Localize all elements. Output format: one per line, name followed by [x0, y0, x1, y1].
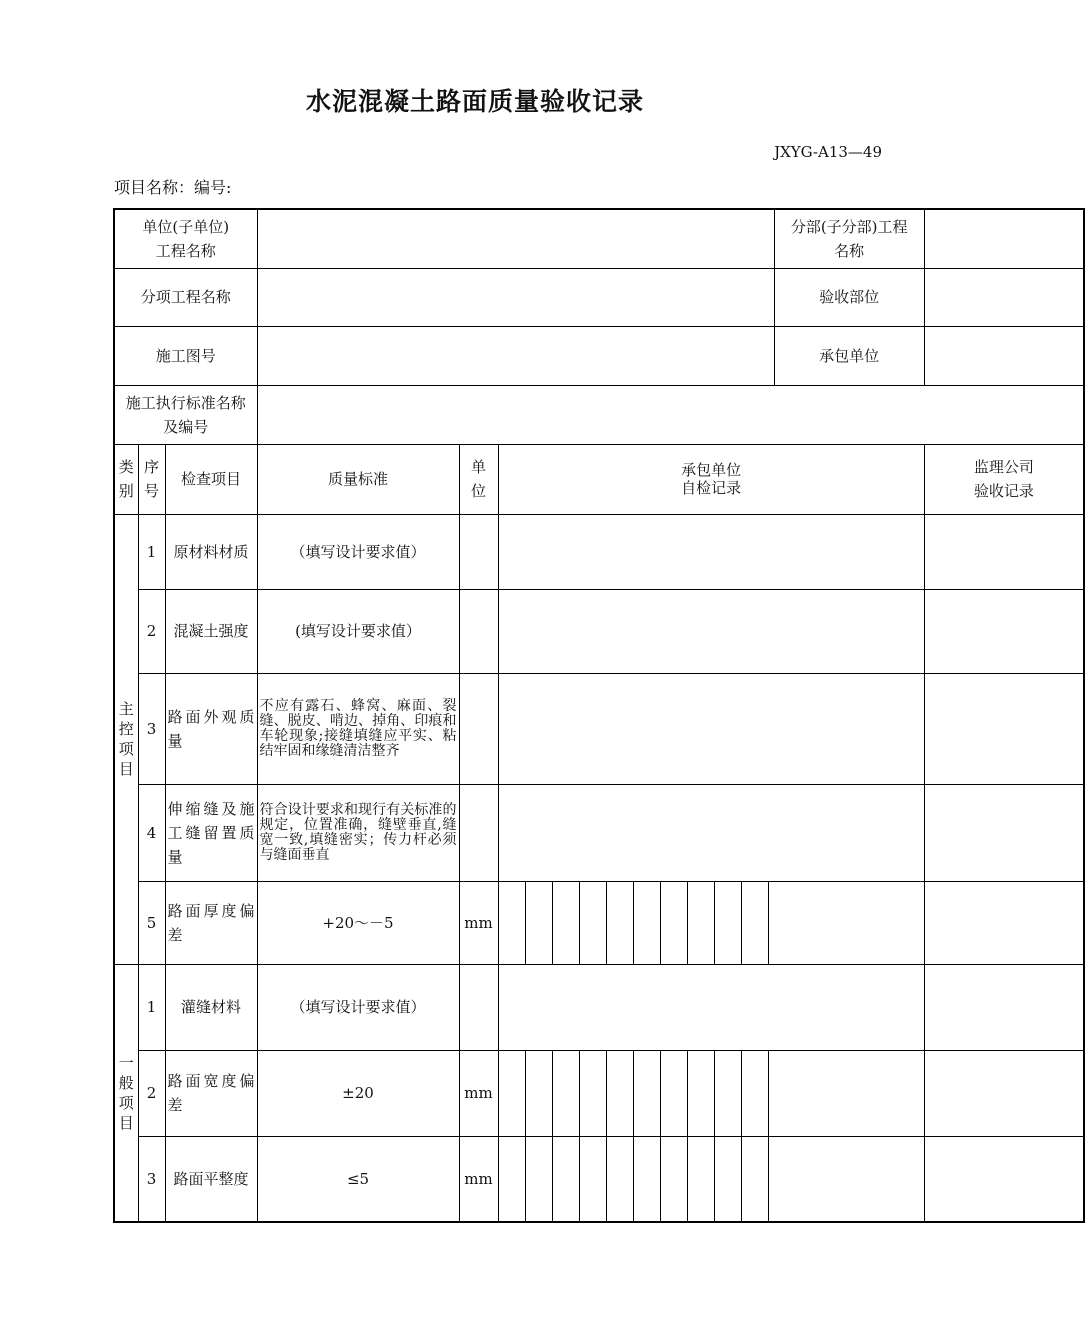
table-row — [114, 589, 1084, 673]
sub-division-label-line1: 分部(子分部)工程 — [790, 217, 908, 236]
col-item: 检查项目 — [165, 444, 257, 514]
measure-cell[interactable] — [660, 881, 687, 964]
row-item: 原材料材质 — [165, 514, 257, 589]
measure-cell[interactable] — [606, 1136, 633, 1222]
measure-cell[interactable] — [606, 881, 633, 964]
measure-cell[interactable] — [579, 1050, 606, 1136]
row-standard: +20～－5 — [257, 881, 459, 964]
measure-cell[interactable] — [525, 1050, 552, 1136]
header-row-sub-item — [114, 268, 1084, 326]
col-unit-line1: 单 — [470, 458, 486, 476]
acceptance-record-table — [113, 208, 1085, 1223]
row-supervision[interactable] — [924, 1136, 1084, 1222]
unit-project-label-line2: 工程名称 — [155, 241, 216, 260]
measure-cell[interactable] — [741, 1136, 768, 1222]
measure-cell[interactable] — [714, 1050, 741, 1136]
measure-cell[interactable] — [687, 1050, 714, 1136]
col-self-check-line1: 承包单位 — [681, 461, 742, 479]
row-item: 灌缝材料 — [165, 964, 257, 1050]
unit-project-label-line1: 单位(子单位) — [142, 217, 230, 236]
page-title: 水泥混凝土路面质量验收记录 — [305, 87, 644, 116]
row-supervision[interactable] — [924, 881, 1084, 964]
measure-cell[interactable] — [687, 1136, 714, 1222]
col-seq-line1: 序 — [143, 458, 159, 476]
measure-cell[interactable] — [552, 881, 579, 964]
measure-cell[interactable] — [525, 1136, 552, 1222]
unit-project-value[interactable] — [257, 209, 774, 268]
row-standard: ±20 — [257, 1050, 459, 1136]
row-self-check[interactable] — [498, 964, 924, 1050]
row-supervision[interactable] — [924, 964, 1084, 1050]
header-row-standard — [114, 385, 1084, 444]
row-item: 路面宽度偏差 — [165, 1050, 257, 1136]
table-row — [114, 1136, 1084, 1222]
measure-cell[interactable] — [768, 1136, 924, 1222]
row-no: 4 — [138, 784, 165, 881]
table-row — [114, 964, 1084, 1050]
acceptance-part-value[interactable] — [924, 268, 1084, 326]
measure-cell[interactable] — [498, 881, 525, 964]
main-category-label — [114, 514, 138, 964]
col-supervision — [924, 444, 1084, 514]
measure-cell[interactable] — [552, 1136, 579, 1222]
contractor-value[interactable] — [924, 326, 1084, 385]
sub-item-value[interactable] — [257, 268, 774, 326]
measure-cell[interactable] — [498, 1050, 525, 1136]
general-category-char: 目 — [118, 1113, 134, 1132]
col-category-line2: 别 — [118, 482, 134, 500]
measure-cell[interactable] — [633, 881, 660, 964]
row-unit: mm — [459, 881, 498, 964]
general-category-label — [114, 964, 138, 1222]
measure-cell[interactable] — [660, 1050, 687, 1136]
measure-cell[interactable] — [660, 1136, 687, 1222]
col-supervision-line1: 监理公司 — [973, 458, 1034, 476]
form-code: JXYG-A13—49 — [774, 143, 882, 161]
general-category-char: 项 — [118, 1093, 134, 1112]
main-category-char: 主 — [118, 700, 134, 718]
row-item: 路面厚度偏差 — [165, 881, 257, 964]
measure-cell[interactable] — [552, 1050, 579, 1136]
col-unit — [459, 444, 498, 514]
row-standard: 不应有露石、蜂窝、麻面、裂缝、脱皮、啃边、掉角、印痕和车轮现象;接缝填缝应平实、粘结牢固和缘缝清洁整齐 — [257, 673, 459, 784]
row-no: 1 — [138, 964, 165, 1050]
drawing-no-value[interactable] — [257, 326, 774, 385]
row-supervision[interactable] — [924, 673, 1084, 784]
standard-value[interactable] — [257, 385, 1084, 444]
measure-cell[interactable] — [714, 1136, 741, 1222]
row-self-check[interactable] — [498, 673, 924, 784]
row-item: 混凝土强度 — [165, 589, 257, 673]
main-category-char: 控 — [118, 720, 134, 738]
row-supervision[interactable] — [924, 784, 1084, 881]
acceptance-part-label: 验收部位 — [774, 268, 924, 326]
col-unit-line2: 位 — [470, 482, 486, 500]
row-unit — [459, 673, 498, 784]
main-category-char: 目 — [118, 760, 134, 778]
row-self-check[interactable] — [498, 784, 924, 881]
row-supervision[interactable] — [924, 589, 1084, 673]
row-no: 2 — [138, 1050, 165, 1136]
column-header-row — [114, 444, 1084, 514]
row-no: 3 — [138, 673, 165, 784]
row-supervision[interactable] — [924, 514, 1084, 589]
sub-division-value[interactable] — [924, 209, 1084, 268]
row-standard: （填写设计要求值） — [257, 514, 459, 589]
row-supervision[interactable] — [924, 1050, 1084, 1136]
measure-cell[interactable] — [741, 1050, 768, 1136]
measure-cell[interactable] — [579, 1136, 606, 1222]
project-name-line: 项目名称：编号: — [114, 178, 232, 197]
measure-cell[interactable] — [525, 881, 552, 964]
row-self-check[interactable] — [498, 589, 924, 673]
measure-cell[interactable] — [768, 881, 924, 964]
row-unit: mm — [459, 1136, 498, 1222]
row-unit — [459, 784, 498, 881]
col-supervision-line2: 验收记录 — [973, 482, 1034, 500]
measure-cell[interactable] — [606, 1050, 633, 1136]
row-self-check[interactable] — [498, 514, 924, 589]
row-no: 3 — [138, 1136, 165, 1222]
col-category-line1: 类 — [118, 458, 134, 476]
measure-cell[interactable] — [498, 1136, 525, 1222]
table-row — [114, 784, 1084, 881]
col-self-check-line2: 自检记录 — [681, 479, 742, 497]
unit-project-label — [114, 209, 257, 268]
contractor-label: 承包单位 — [774, 326, 924, 385]
col-category — [114, 444, 138, 514]
main-category-char: 项 — [118, 740, 134, 758]
table-row — [114, 514, 1084, 589]
row-no: 1 — [138, 514, 165, 589]
measure-cell[interactable] — [579, 881, 606, 964]
table-row — [114, 881, 1084, 964]
sub-item-label: 分项工程名称 — [114, 268, 257, 326]
measure-cell[interactable] — [633, 1050, 660, 1136]
table-row — [114, 1050, 1084, 1136]
col-seq — [138, 444, 165, 514]
row-item: 伸缩缝及施工缝留置质量 — [165, 784, 257, 881]
row-item: 路面外观质量 — [165, 673, 257, 784]
measure-cell[interactable] — [714, 881, 741, 964]
sub-division-label-line2: 名称 — [834, 241, 865, 260]
general-category-char: 般 — [118, 1073, 134, 1092]
drawing-no-label: 施工图号 — [114, 326, 257, 385]
col-seq-line2: 号 — [143, 482, 159, 500]
row-standard: 符合设计要求和现行有关标准的规定，位置准确，缝壁垂直,缝宽一致,填缝密实；传力杆必须与缝面垂直 — [257, 784, 459, 881]
col-standard: 质量标准 — [257, 444, 459, 514]
table-row — [114, 673, 1084, 784]
row-unit — [459, 589, 498, 673]
row-unit: mm — [459, 1050, 498, 1136]
sub-division-label — [774, 209, 924, 268]
row-no: 5 — [138, 881, 165, 964]
col-self-check — [498, 444, 924, 514]
measure-cell[interactable] — [768, 1050, 924, 1136]
row-no: 2 — [138, 589, 165, 673]
measure-cell[interactable] — [633, 1136, 660, 1222]
standard-label-line1: 施工执行标准名称 — [125, 393, 246, 412]
row-standard: （填写设计要求值） — [257, 964, 459, 1050]
header-row-unit — [114, 209, 1084, 268]
general-category-char: 一 — [118, 1053, 134, 1072]
header-row-drawing — [114, 326, 1084, 385]
row-standard: ≤5 — [257, 1136, 459, 1222]
row-item: 路面平整度 — [165, 1136, 257, 1222]
measure-cell[interactable] — [741, 881, 768, 964]
row-unit — [459, 964, 498, 1050]
row-unit — [459, 514, 498, 589]
standard-label — [114, 385, 257, 444]
row-standard: (填写设计要求值） — [257, 589, 459, 673]
standard-label-line2: 及编号 — [163, 417, 209, 436]
measure-cell[interactable] — [687, 881, 714, 964]
